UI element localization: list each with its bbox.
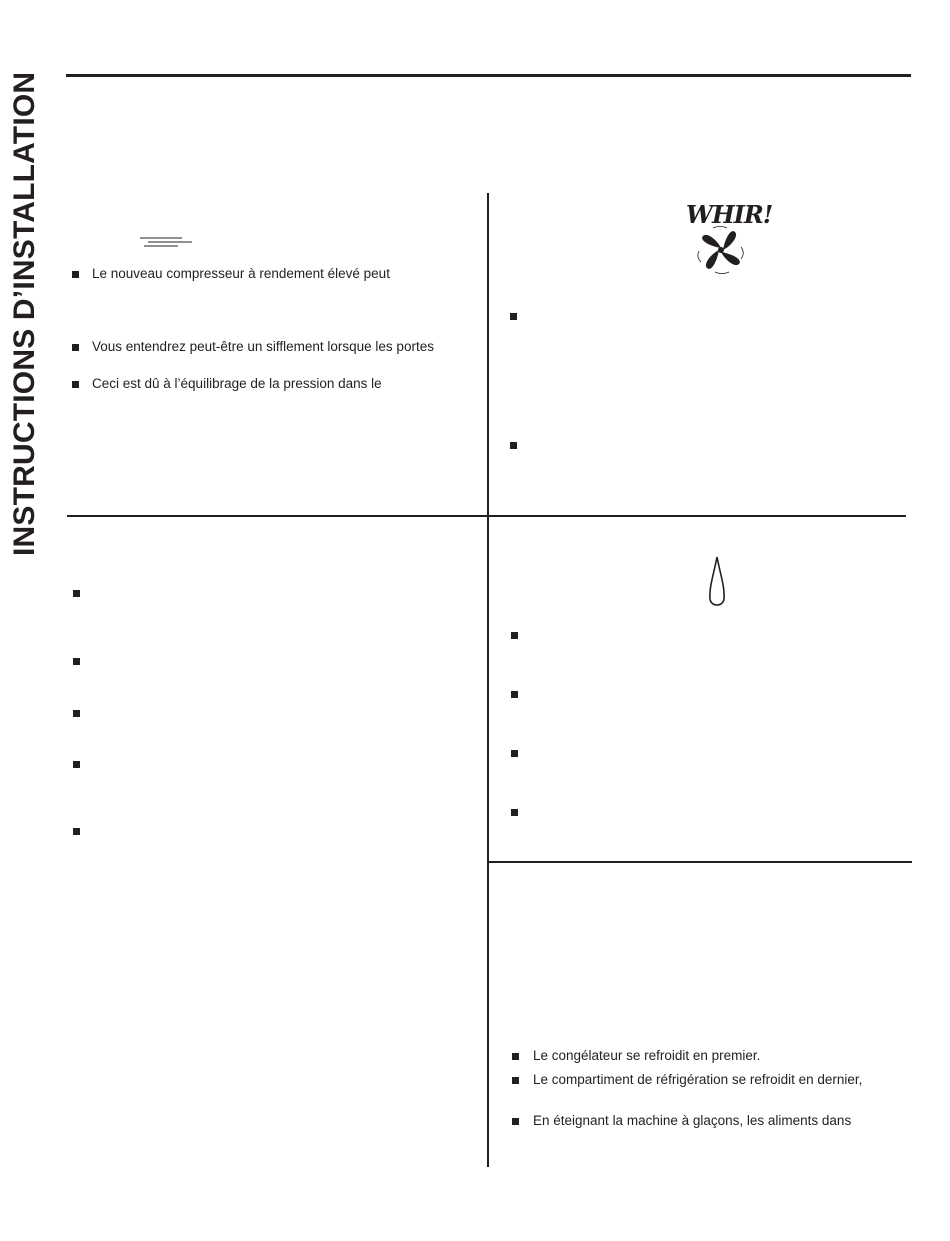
fan-icon bbox=[695, 225, 747, 275]
bullet-icon bbox=[511, 632, 518, 639]
side-title: INSTRUCTIONS D’INSTALLATION bbox=[8, 71, 41, 556]
bullet-icon bbox=[512, 1077, 519, 1084]
column-divider-lower bbox=[487, 515, 489, 1167]
bullet-icon bbox=[72, 271, 79, 278]
bullet-icon bbox=[73, 710, 80, 717]
bullet-icon bbox=[72, 381, 79, 388]
cooling-item-2: Le compartiment de réfrigération se refroidit en dernier, bbox=[533, 1072, 863, 1087]
bullet-icon bbox=[72, 344, 79, 351]
bullet-icon bbox=[510, 442, 517, 449]
water-drop-icon bbox=[706, 555, 728, 609]
compressor-item-2: Vous entendrez peut-être un sifflement lorsque les portes bbox=[92, 339, 434, 354]
cooling-item-1: Le congélateur se refroidit en premier. bbox=[533, 1048, 761, 1063]
cooling-item-3: En éteignant la machine à glaçons, les aliments dans bbox=[533, 1113, 852, 1128]
compressor-item-1: Le nouveau compresseur à rendement élevé peut bbox=[92, 266, 390, 281]
bullet-icon bbox=[73, 658, 80, 665]
hiss-lines-icon bbox=[138, 236, 194, 248]
compressor-item-3: Ceci est dû à l’équilibrage de la pression dans le bbox=[92, 376, 382, 391]
column-divider-upper bbox=[487, 193, 489, 515]
whir-sound-label: WHIR! bbox=[686, 200, 773, 229]
bullet-icon bbox=[73, 761, 80, 768]
bullet-icon bbox=[510, 313, 517, 320]
horizontal-divider-middle bbox=[67, 515, 906, 517]
horizontal-divider-right bbox=[488, 861, 912, 863]
bullet-icon bbox=[73, 590, 80, 597]
bullet-icon bbox=[511, 691, 518, 698]
bullet-icon bbox=[73, 828, 80, 835]
bullet-icon bbox=[512, 1118, 519, 1125]
bullet-icon bbox=[511, 809, 518, 816]
bullet-icon bbox=[512, 1053, 519, 1060]
bullet-icon bbox=[511, 750, 518, 757]
top-rule bbox=[66, 74, 911, 77]
